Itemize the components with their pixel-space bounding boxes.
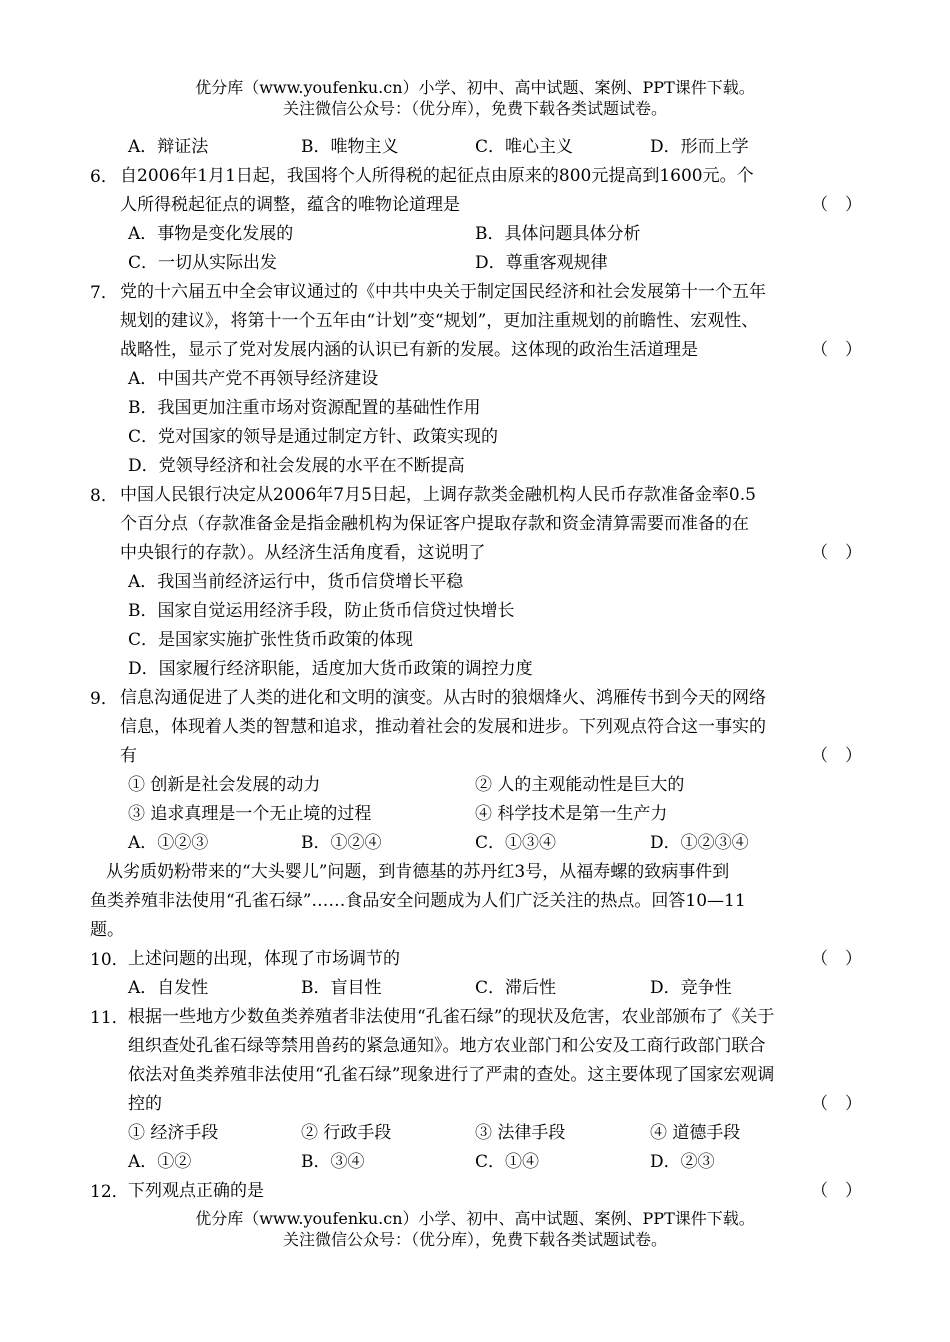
page-footer (0, 1208, 950, 1250)
q11-statement-1: ① 经济手段 (128, 1123, 219, 1143)
q10-option-d: D．竞争性 (650, 978, 732, 998)
q7-option-a: A．中国共产党不再领导经济建设 (128, 369, 379, 389)
answer-bracket: （ ） (811, 1094, 862, 1114)
question-stem-line: 信息，体现着人类的智慧和追求，推动着社会的发展和进步。下列观点符合这一事实的 (120, 717, 766, 737)
q6-option-c: C．一切从实际出发 (128, 253, 278, 273)
q9-option-d: D．①②③④ (650, 833, 749, 853)
q8-option-a: A．我国当前经济运行中，货币信贷增长平稳 (128, 572, 464, 592)
q11-statement-2: ② 行政手段 (301, 1123, 392, 1143)
question-stem-line: 下列观点正确的是 （ ） (128, 1177, 870, 1206)
q10-option-a: A．自发性 (128, 978, 209, 998)
q9-statement-4: ④ 科学技术是第一生产力 (475, 804, 668, 824)
q6-option-b: B．具体问题具体分析 (475, 224, 641, 244)
q9-option-c: C．①③④ (475, 833, 557, 853)
q9-option-a: A．①②③ (128, 833, 209, 853)
header-line-2: 关注微信公众号：（优分库），免费下载各类试题试卷。 (282, 99, 667, 118)
q11-option-b: B．③④ (301, 1152, 365, 1172)
question-stem-line: 信息沟通促进了人类的进化和文明的演变。从古时的狼烟烽火、鸿雁传书到今天的网络 (120, 688, 766, 708)
question-6 (90, 162, 870, 220)
q9-statements-row-1 (90, 771, 870, 800)
question-stem-line: 中国人民银行决定从2006年7月5日起，上调存款类金融机构人民币存款准备金率0.5 (120, 485, 756, 505)
question-stem-line: 根据一些地方少数鱼类养殖者非法使用“孔雀石绿”的现状及危害，农业部颁布了《关于 (128, 1007, 775, 1027)
answer-bracket: （ ） (811, 543, 862, 563)
q8-option-c: C．是国家实施扩张性货币政策的体现 (128, 630, 414, 650)
question-stem-line: 党的十六届五中全会审议通过的《中共中央关于制定国民经济和社会发展第十一个五年 (120, 282, 766, 302)
question-stem-line: 控的 （ ） (128, 1090, 870, 1119)
question-number: 10． (90, 950, 129, 970)
q8-option-b: B．国家自觉运用经济手段，防止货币信贷过快增长 (128, 601, 515, 621)
question-stem-line: 规划的建议》，将第十一个五年由“计划”变“规划”，更加注重规划的前瞻性、宏观性、 (120, 311, 759, 331)
q9-option-b: B．①②④ (301, 833, 382, 853)
question-8 (90, 481, 870, 568)
exam-content (90, 133, 870, 1206)
header-line-1: 优分库（www.youfenku.cn）小学、初中、高中试题、案例、PPT课件下载。 (195, 78, 755, 97)
q11-option-a: A．①② (128, 1152, 192, 1172)
q9-statements-row-2 (90, 800, 870, 829)
q11-statement-4: ④ 道德手段 (650, 1123, 741, 1143)
q5-option-a: A．辩证法 (128, 137, 209, 157)
question-stem-line: 有 （ ） (120, 742, 870, 771)
question-stem-line: 上述问题的出现，体现了市场调节的 （ ） (128, 945, 870, 974)
answer-bracket: （ ） (811, 949, 862, 969)
material-line: 鱼类养殖非法使用“孔雀石绿”……食品安全问题成为人们广泛关注的热点。回答10—11 (90, 891, 746, 911)
question-stem-line: 组织查处孔雀石绿等禁用兽药的紧急通知》。地方农业部门和公安及工商行政部门联合 (128, 1036, 766, 1056)
question-12 (90, 1177, 870, 1206)
question-stem-line: 人所得税起征点的调整，蕴含的唯物论道理是 （ ） (120, 191, 870, 220)
question-number: 8． (90, 486, 118, 506)
question-10 (90, 945, 870, 974)
q7-option-b: B．我国更加注重市场对资源配置的基础性作用 (128, 398, 481, 418)
q9-statement-3: ③ 追求真理是一个无止境的过程 (128, 804, 372, 824)
material-line: 从劣质奶粉带来的“大头婴儿”问题，到肯德基的苏丹红3号，从福寿螺的致病事件到 (106, 862, 730, 882)
q9-options (90, 829, 870, 858)
q7-option-c: C．党对国家的领导是通过制定方针、政策实现的 (128, 427, 499, 447)
q10-options (90, 974, 870, 1003)
q5-option-c: C．唯心主义 (475, 137, 574, 157)
q10-option-b: B．盲目性 (301, 978, 382, 998)
q5-options (90, 133, 870, 162)
q9-statement-2: ② 人的主观能动性是巨大的 (475, 775, 685, 795)
answer-bracket: （ ） (811, 1181, 862, 1201)
material-line: 题。 (90, 920, 124, 940)
question-stem-line: 中央银行的存款）。从经济生活角度看，这说明了 （ ） (120, 539, 870, 568)
question-number: 12． (90, 1182, 129, 1202)
answer-bracket: （ ） (811, 195, 862, 215)
question-number: 9． (90, 689, 118, 709)
q11-statement-3: ③ 法律手段 (475, 1123, 566, 1143)
question-number: 11． (90, 1008, 129, 1028)
q7-option-d: D．党领导经济和社会发展的水平在不断提高 (128, 456, 465, 476)
footer-line-2: 关注微信公众号：（优分库），免费下载各类试题试卷。 (282, 1230, 667, 1249)
answer-bracket: （ ） (811, 340, 862, 360)
q11-option-c: C．①④ (475, 1152, 540, 1172)
question-number: 6． (90, 167, 118, 187)
question-7 (90, 278, 870, 365)
q11-options (90, 1148, 870, 1177)
q8-option-d: D．国家履行经济职能，适度加大货币政策的调控力度 (128, 659, 533, 679)
q6-options-row-2 (90, 249, 870, 278)
answer-bracket: （ ） (811, 746, 862, 766)
question-stem-line: 自2006年1月1日起，我国将个人所得税的起征点由原来的800元提高到1600元。个 (120, 166, 754, 186)
question-number: 7． (90, 283, 118, 303)
question-stem-line: 个百分点（存款准备金是指金融机构为保证客户提取存款和资金清算需要而准备的在 (120, 514, 749, 534)
q9-statement-1: ① 创新是社会发展的动力 (128, 775, 321, 795)
q5-option-d: D．形而上学 (650, 137, 749, 157)
reading-material (90, 858, 870, 945)
q10-option-c: C．滞后性 (475, 978, 557, 998)
q11-statements (90, 1119, 870, 1148)
q6-option-d: D．尊重客观规律 (475, 253, 608, 273)
q11-option-d: D．②③ (650, 1152, 715, 1172)
question-stem-line: 战略性，显示了党对发展内涵的认识已有新的发展。这体现的政治生活道理是 （ ） (120, 336, 870, 365)
page-header (0, 77, 950, 119)
question-11 (90, 1003, 870, 1119)
q6-options-row-1 (90, 220, 870, 249)
q5-option-b: B．唯物主义 (301, 137, 399, 157)
q6-option-a: A．事物是变化发展的 (128, 224, 294, 244)
question-stem-line: 依法对鱼类养殖非法使用“孔雀石绿”现象进行了严肃的查处。这主要体现了国家宏观调 (128, 1065, 775, 1085)
question-9 (90, 684, 870, 771)
footer-line-1: 优分库（www.youfenku.cn）小学、初中、高中试题、案例、PPT课件下载。 (195, 1209, 755, 1228)
